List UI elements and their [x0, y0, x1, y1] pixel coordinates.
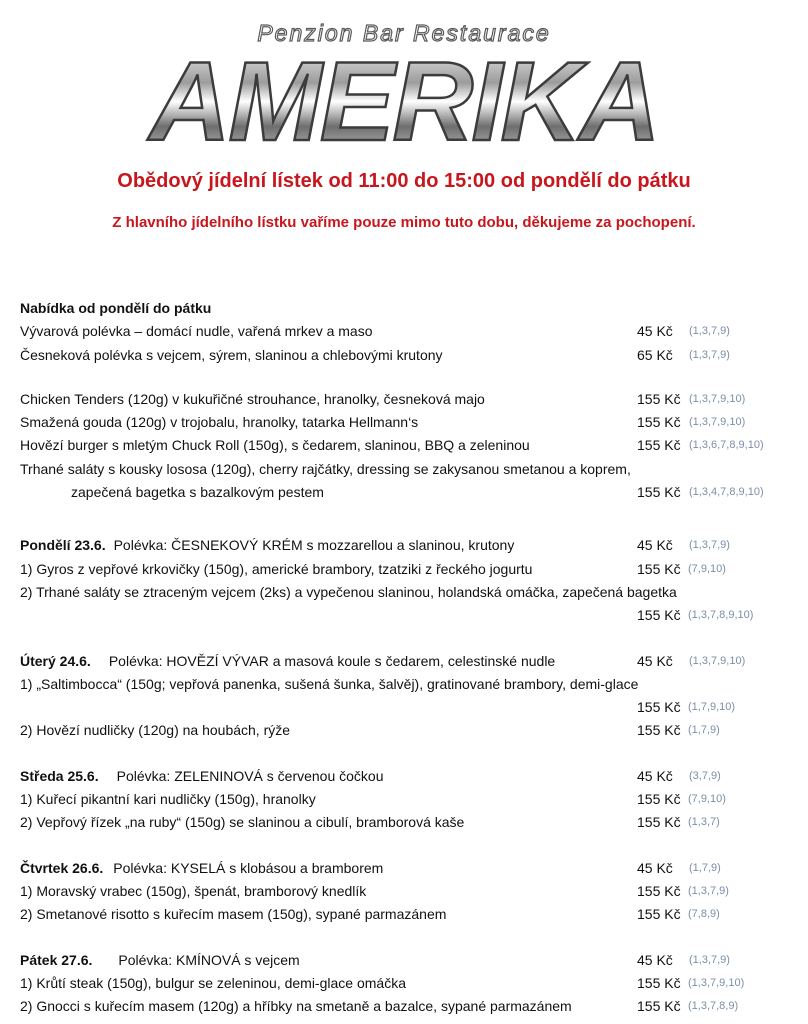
day-name: Úterý 24.6.	[20, 652, 91, 669]
item-allergens: (1,3,7,9,10)	[689, 392, 746, 405]
day-item	[20, 673, 800, 696]
item-text: Smažená gouda (120g) v trojobalu, hranolky, tatarka Hellmann‘s	[20, 414, 419, 431]
day-name: Pondělí 23.6.	[20, 537, 106, 554]
day-heading	[20, 650, 800, 673]
soup-price: 45 Kč	[637, 652, 673, 669]
day-item	[20, 903, 800, 926]
item-text: 1) Moravský vrabec (150g), špenát, bramborový knedlík	[20, 882, 367, 899]
item-allergens: (1,3,6,7,8,9,10)	[689, 439, 764, 452]
menu-list	[20, 297, 800, 1018]
menu-note: Z hlavního jídelního lístku vaříme pouze mimo tuto dobu, děkujeme za pochopení.	[112, 214, 696, 231]
item-text: 1) Kuřecí pikantní kari nudličky (150g), hranolky	[20, 791, 316, 808]
day-item	[20, 719, 800, 742]
item-price: 155 Kč	[637, 722, 681, 739]
soup-allergens: (1,3,7,9)	[689, 953, 730, 966]
weekly-heading-text: Nabídka od pondělí do pátku	[20, 300, 212, 316]
item-text: 2) Smetanové risotto s kuřecím masem (150g), sypané parmazánem	[20, 906, 447, 923]
weekly-item	[20, 320, 800, 343]
day-heading	[20, 857, 800, 880]
day-item	[20, 558, 800, 581]
weekly-item	[20, 458, 800, 481]
soup-allergens: (1,3,7,9)	[689, 539, 730, 552]
item-price: 155 Kč	[637, 791, 681, 808]
weekly-item	[20, 344, 800, 367]
item-allergens: (1,3,7,8,9)	[688, 1000, 739, 1013]
item-price: 155 Kč	[637, 998, 681, 1015]
item-text: Česneková polévka s vejcem, sýrem, slaninou a chlebovými krutony	[20, 346, 443, 363]
soup-price: 45 Kč	[637, 537, 673, 554]
logo-subtitle: Penzion Bar Restaurace	[257, 20, 551, 46]
item-price: 155 Kč	[637, 437, 681, 454]
item-allergens: (7,8,9)	[688, 908, 720, 921]
item-allergens: (1,7,9)	[688, 724, 720, 737]
soup-allergens: (1,7,9)	[689, 861, 721, 874]
weekly-heading	[20, 297, 800, 320]
soup-text: Polévka: KYSELÁ s klobásou a bramborem	[113, 859, 384, 876]
day-item	[20, 811, 800, 834]
item-price: 65 Kč	[637, 346, 673, 363]
day-item-price-line	[20, 604, 800, 627]
soup-allergens: (3,7,9)	[689, 769, 721, 782]
menu-title: Obědový jídelní lístek od 11:00 do 15:00 od pondělí do pátku	[117, 170, 691, 192]
item-text: 2) Gnocci s kuřecím masem (120g) a hříbky na smetaně a bazalce, sypané parmazánem	[20, 998, 572, 1015]
day-item	[20, 972, 800, 995]
item-price: 45 Kč	[637, 323, 673, 340]
item-allergens: (1,3,7,9,10)	[689, 416, 746, 429]
weekly-item	[20, 388, 800, 411]
item-allergens: (1,3,7)	[688, 816, 720, 829]
item-text: Trhané saláty s kousky lososa (120g), cherry rajčátky, dressing se zakysanou smetanou a koprem,	[20, 460, 631, 477]
item-allergens: (7,9,10)	[688, 562, 726, 575]
logo-wordmark	[0, 40, 808, 158]
day-name: Čtvrtek 26.6.	[20, 859, 104, 876]
item-price: 155 Kč	[637, 699, 681, 716]
soup-text: Polévka: ZELENINOVÁ s červenou čočkou	[116, 767, 384, 784]
soup-text: Polévka: ČESNEKOVÝ KRÉM s mozzarellou a slaninou, krutony	[113, 537, 515, 554]
item-price: 155 Kč	[637, 390, 681, 407]
weekly-item	[20, 434, 800, 457]
item-text: Vývarová polévka – domácí nudle, vařená mrkev a maso	[20, 323, 373, 340]
day-item	[20, 788, 800, 811]
item-price: 155 Kč	[637, 906, 681, 923]
soup-price: 45 Kč	[637, 951, 673, 968]
item-price: 155 Kč	[637, 484, 681, 501]
item-allergens: (1,3,7,9)	[689, 325, 730, 338]
item-allergens: (1,3,7,9,10)	[688, 976, 745, 989]
item-allergens: (1,3,7,8,9,10)	[688, 609, 754, 622]
item-price: 155 Kč	[637, 882, 681, 899]
day-item-price-line	[20, 696, 800, 719]
item-allergens: (1,7,9,10)	[688, 701, 736, 714]
item-text: 1) Gyros z vepřové krkovičky (150g), americké brambory, tzatziki z řeckého jogurtu	[20, 560, 533, 577]
item-text: 1) „Saltimbocca“ (150g; vepřová panenka, sušená šunka, šalvěj), gratinované brambory, demi-glace	[20, 675, 639, 692]
soup-text: Polévka: HOVĚZÍ VÝVAR a masová koule s čedarem, celestinské nudle	[108, 652, 556, 669]
item-price: 155 Kč	[637, 974, 681, 991]
day-heading	[20, 949, 800, 972]
day-item	[20, 880, 800, 903]
soup-text: Polévka: KMÍNOVÁ s vejcem	[118, 951, 300, 968]
soup-allergens: (1,3,7,9,10)	[689, 654, 746, 667]
weekly-item	[20, 411, 800, 434]
item-allergens: (1,3,7,9)	[689, 348, 730, 361]
day-heading	[20, 765, 800, 788]
day-item	[20, 995, 800, 1018]
brand-wordmark-text: AMERIKA	[149, 40, 659, 158]
item-price: 155 Kč	[637, 560, 681, 577]
item-text: Chicken Tenders (120g) v kukuřičné strouhance, hranolky, česneková majo	[20, 390, 485, 407]
item-price: 155 Kč	[637, 814, 681, 831]
item-allergens: (1,3,7,9)	[688, 884, 729, 897]
soup-price: 45 Kč	[637, 767, 673, 784]
weekly-item-continued	[20, 481, 800, 504]
item-text: 2) Trhané saláty se ztraceným vejcem (2ks) a vypečenou slaninou, holandská omáčka, zapečená bagetka	[20, 583, 677, 600]
day-name: Středa 25.6.	[20, 767, 99, 784]
item-text: Hovězí burger s mletým Chuck Roll (150g), s čedarem, slaninou, BBQ a zeleninou	[20, 437, 530, 454]
item-text: 1) Krůtí steak (150g), bulgur se zeleninou, demi-glace omáčka	[20, 974, 406, 991]
item-price: 155 Kč	[637, 414, 681, 431]
item-text-continued: zapečená bagetka s bazalkovým pestem	[71, 484, 324, 501]
item-allergens: (1,3,4,7,8,9,10)	[689, 486, 764, 499]
day-item	[20, 581, 800, 604]
soup-price: 45 Kč	[637, 859, 673, 876]
item-text: 2) Vepřový řízek „na ruby“ (150g) se slaninou a cibulí, bramborová kaše	[20, 814, 465, 831]
item-price: 155 Kč	[637, 607, 681, 624]
day-heading	[20, 534, 800, 557]
restaurant-logo	[0, 0, 808, 160]
day-name: Pátek 27.6.	[20, 951, 93, 968]
item-text: 2) Hovězí nudličky (120g) na houbách, rýže	[20, 722, 291, 739]
item-allergens: (7,9,10)	[688, 793, 726, 806]
